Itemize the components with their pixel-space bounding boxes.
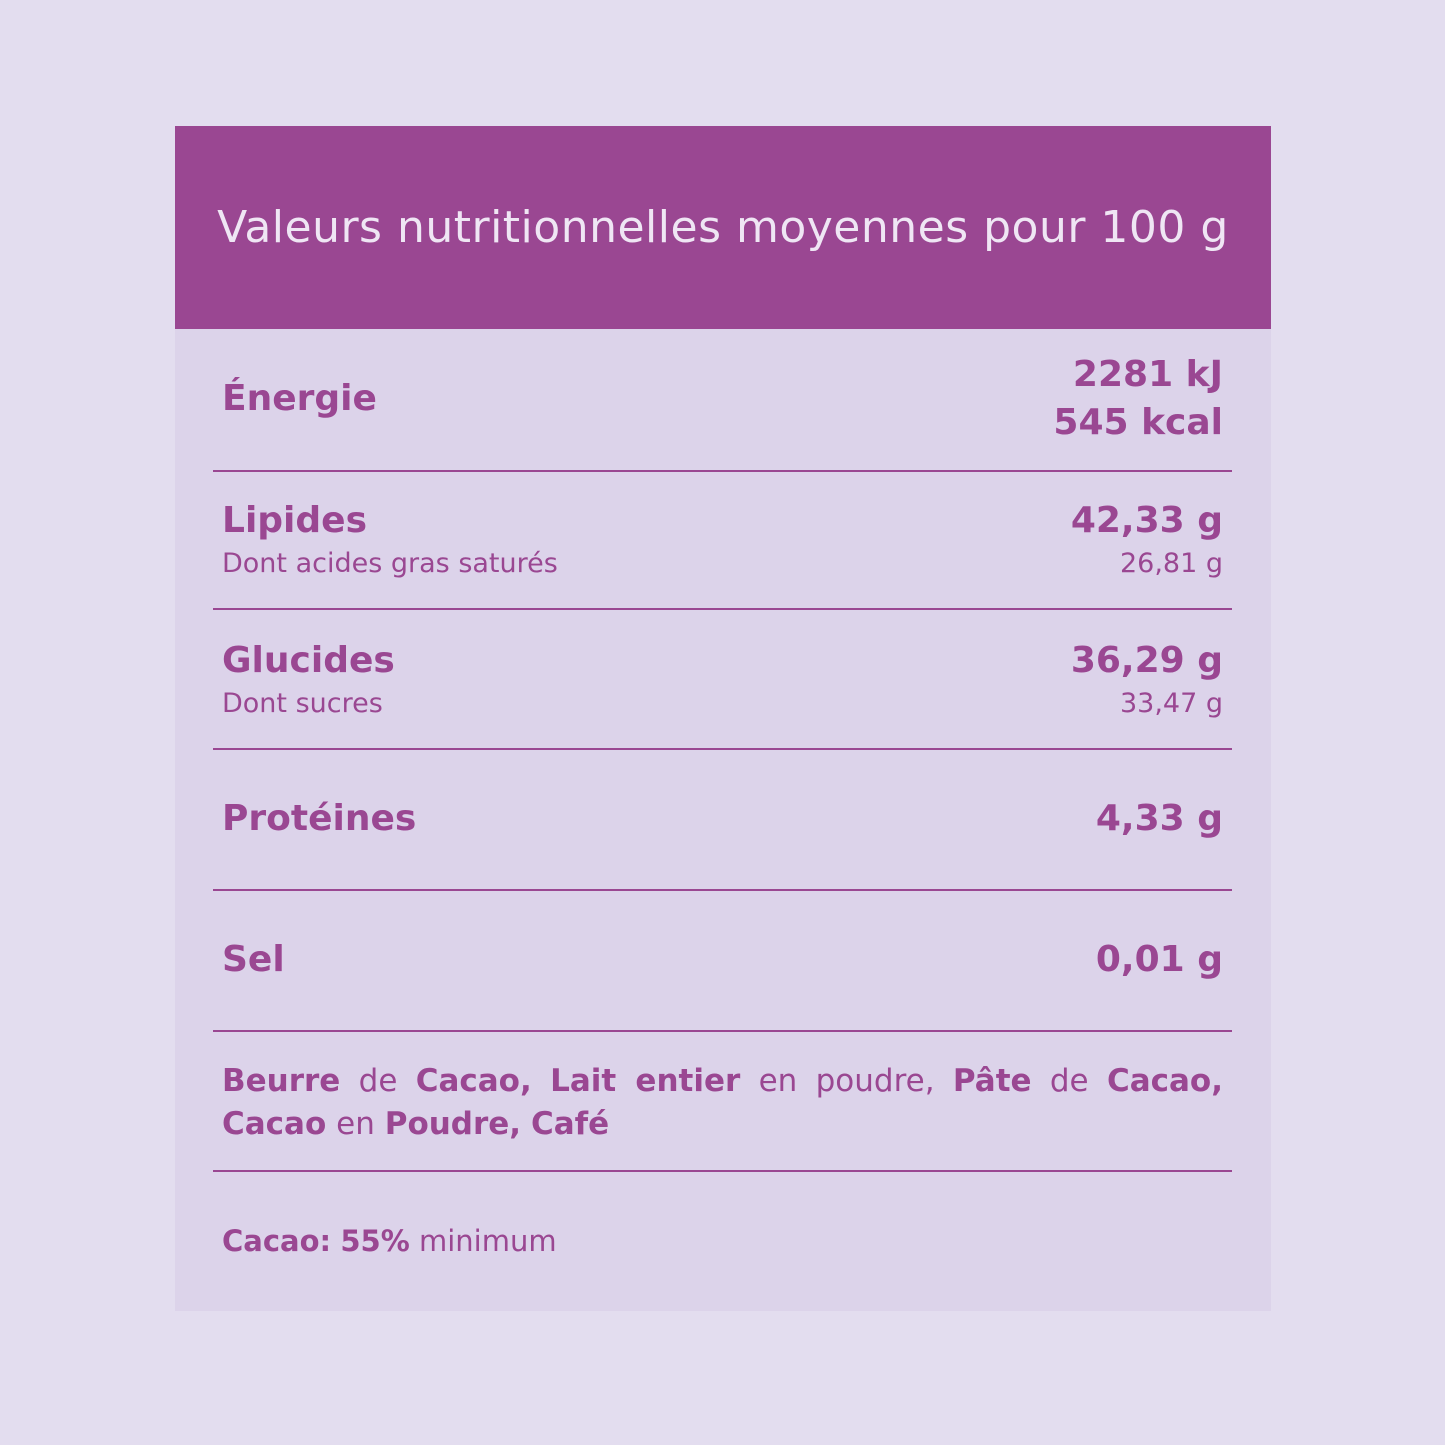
- ingredient-en-poudre: en poudre,: [758, 1063, 935, 1099]
- lipides-satures-value: 26,81 g: [1119, 548, 1223, 579]
- ingredient-lait-entier: Lait entier: [550, 1063, 741, 1099]
- ingredient-beurre: Beurre: [222, 1063, 341, 1099]
- ingredient-de: de: [358, 1063, 398, 1099]
- glucides-sucres-value: 33,47 g: [1119, 688, 1223, 719]
- ingredients-list: [222, 1060, 1223, 1146]
- row-energie: [213, 330, 1232, 472]
- row-lipides: [213, 470, 1232, 610]
- row-ingredients: [213, 1032, 1232, 1172]
- energie-label: Énergie: [222, 378, 377, 419]
- ingredient-cacao: Cacao,: [415, 1063, 532, 1099]
- cacao-percent: 55%: [340, 1224, 410, 1258]
- lipides-label: Lipides: [222, 500, 368, 541]
- lipides-satures-label: Dont acides gras saturés: [222, 548, 558, 579]
- nutrition-header: [175, 126, 1271, 329]
- glucides-value: 36,29 g: [1070, 640, 1223, 681]
- row-glucides: [213, 610, 1232, 750]
- ingredient-cafe: Café: [530, 1106, 610, 1142]
- ingredient-en: en: [336, 1106, 375, 1142]
- ingredient-cacao: Cacao: [222, 1106, 327, 1142]
- cacao-suffix: minimum: [419, 1224, 557, 1258]
- cacao-label: Cacao:: [222, 1224, 332, 1258]
- proteines-label: Protéines: [222, 798, 417, 839]
- ingredient-pate: Pâte: [952, 1063, 1032, 1099]
- ingredient-cacao: Cacao,: [1106, 1063, 1223, 1099]
- row-sel: [213, 891, 1232, 1032]
- cacao-content: [222, 1224, 557, 1258]
- ingredient-poudre: Poudre,: [384, 1106, 522, 1142]
- energie-kj-value: 2281 kJ: [1072, 354, 1223, 395]
- row-proteines: [213, 750, 1232, 891]
- sel-value: 0,01 g: [1095, 939, 1223, 980]
- nutrition-title: Valeurs nutritionnelles moyennes pour 100 g: [217, 202, 1229, 253]
- ingredient-de: de: [1049, 1063, 1089, 1099]
- sel-label: Sel: [222, 939, 285, 980]
- proteines-value: 4,33 g: [1095, 798, 1223, 839]
- energie-kcal-value: 545 kcal: [1053, 402, 1223, 443]
- glucides-sucres-label: Dont sucres: [222, 688, 383, 719]
- nutrition-card: [175, 126, 1271, 1311]
- lipides-value: 42,33 g: [1070, 500, 1223, 541]
- glucides-label: Glucides: [222, 640, 395, 681]
